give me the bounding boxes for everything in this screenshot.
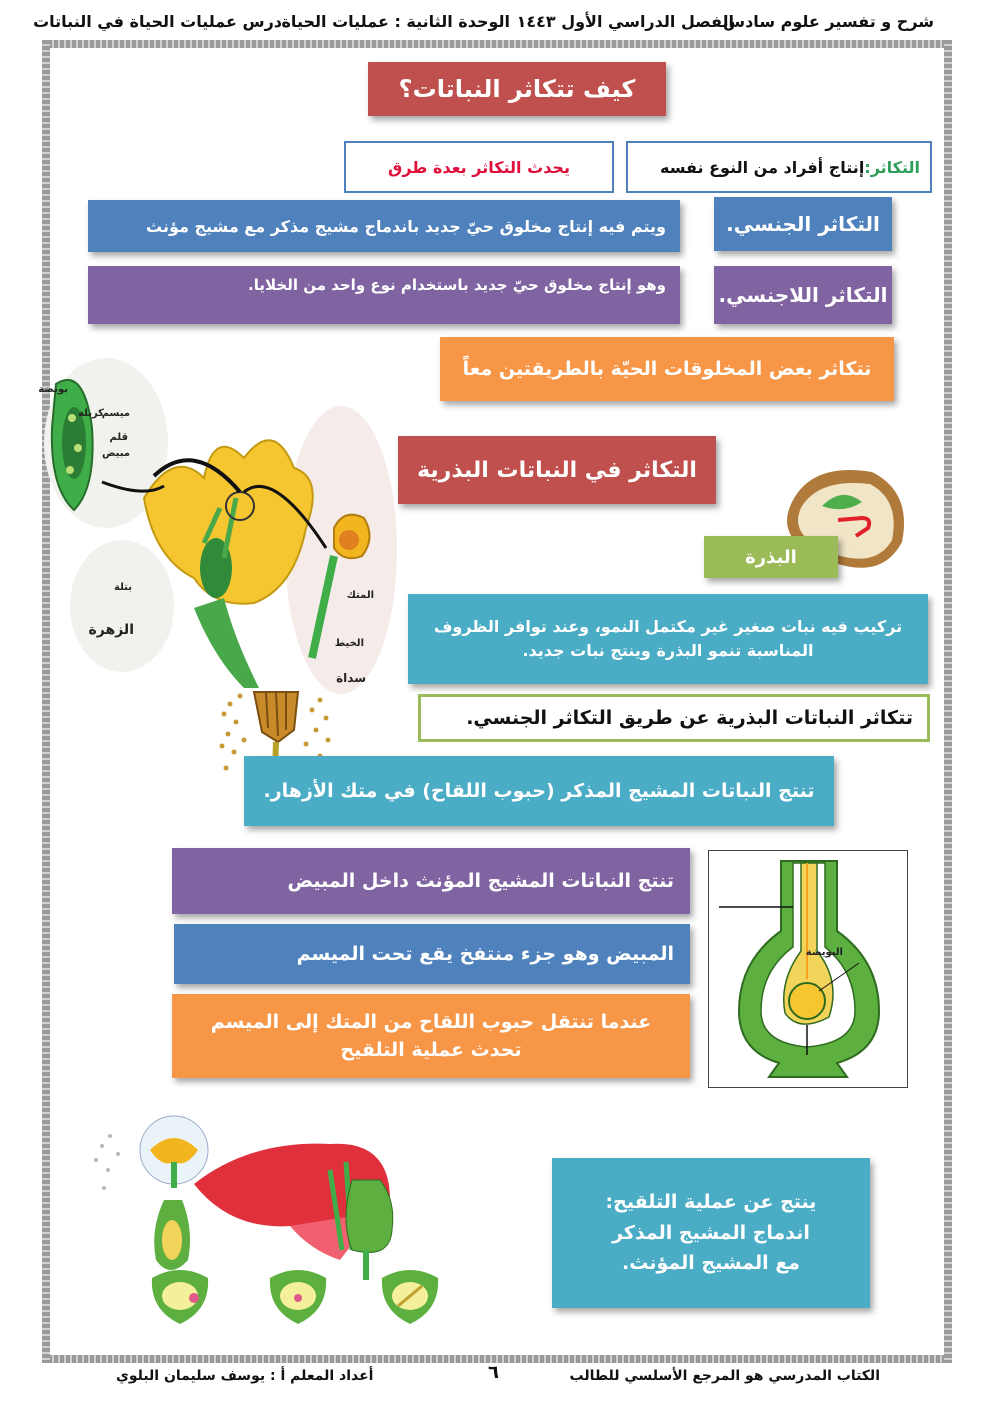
result-box [552, 1158, 870, 1308]
seed-plants-title: التكاثر في النباتات البذرية [398, 436, 716, 504]
pollen-statement: تنتج النباتات المشيج المذكر (حبوب اللقاح) في متك الأزهار. [244, 756, 834, 826]
footer-page-number: ٦ [488, 1362, 499, 1383]
label-anther: المتك [346, 590, 374, 601]
pollination-line-1: عندما تنتقل حبوب اللقاح من المتك إلى الميسم [210, 1010, 652, 1033]
label-carpel: كربلة [78, 408, 104, 419]
sexual-desc: ويتم فيه إنتاج مخلوق حيّ جديد باندماج مشيج مذكر مع مشيج مؤنث [88, 200, 680, 252]
sexual-label: التكاثر الجنسي. [714, 197, 892, 251]
fertilization-illustration [90, 1110, 482, 1346]
label-style: قلم [109, 432, 128, 443]
label-petal: بتلة [114, 582, 132, 593]
page-border-right [944, 40, 952, 1363]
label-ovule: بويضة [38, 384, 68, 395]
label-ovary-ovule: البويضة [805, 947, 843, 958]
label-filament: الخيط [334, 638, 364, 649]
result-line-2: اندماج المشيج المذكر [612, 1221, 810, 1244]
definition-term: التكاثر: [864, 157, 920, 177]
seed-label: البذرة [704, 536, 838, 578]
result-line-1: ينتج عن عملية التلقيح: [605, 1191, 817, 1214]
footer-book: الكتاب المدرسي هو المرجع الأسلسي للطالب [569, 1368, 880, 1384]
seed-sexual: تتكاثر النباتات البذرية عن طريق التكاثر الجنسي. [418, 694, 930, 742]
header-lesson: درس عمليات الحياة في النباتات [33, 12, 282, 31]
page-border-left [42, 40, 50, 1363]
label-stigma: ميسم [101, 408, 130, 419]
pollination-line-2: تحدث عملية التلقيح [340, 1039, 522, 1061]
seed-desc: تركيب فيه نبات صغير غير مكتمل النمو، وعند توافر الظروف المناسبة تنمو البذرة وينتج نبات جديد. [408, 594, 928, 684]
page-border-top [42, 40, 952, 48]
ovary-diagram [708, 850, 908, 1088]
label-ovary: مبيض [102, 448, 130, 459]
ovary-statement: المبيض وهو جزء منتفخ يقع تحت الميسم [174, 924, 690, 984]
flower-diagram [38, 358, 400, 698]
header-semester: الفصل الدراسي الأول ١٤٤٣ [516, 12, 734, 31]
asexual-desc: وهو إنتاج مخلوق حيّ جديد باستخدام نوع واحد من الخلايا. [88, 266, 680, 324]
main-title: كيف تتكاثر النباتات؟ [368, 62, 666, 116]
definition-text: إنتاج أفراد من النوع نفسه [660, 157, 865, 177]
result-line-3: مع المشيج المؤنث. [622, 1252, 800, 1275]
asexual-label: التكاثر اللاجنسي. [714, 266, 892, 324]
label-stamen: سداة [336, 671, 366, 685]
ways-note: يحدث التكاثر بعدة طرق [344, 141, 614, 193]
header-unit: الوحدة الثانية : عمليات الحياة [281, 12, 510, 31]
both-ways: تتكاثر بعض المخلوقات الحيّة بالطريقتين معاً [440, 337, 894, 401]
female-gamete: تنتج النباتات المشيج المؤنث داخل المبيض [172, 848, 690, 914]
pollination-statement [172, 994, 690, 1078]
footer-author: أعداد المعلم أ : يوسف سليمان البلوي [116, 1368, 374, 1384]
label-flower: الزهرة [88, 622, 134, 638]
header-course: شرح و تفسير علوم سادس [723, 12, 934, 31]
definition-box [626, 141, 932, 193]
